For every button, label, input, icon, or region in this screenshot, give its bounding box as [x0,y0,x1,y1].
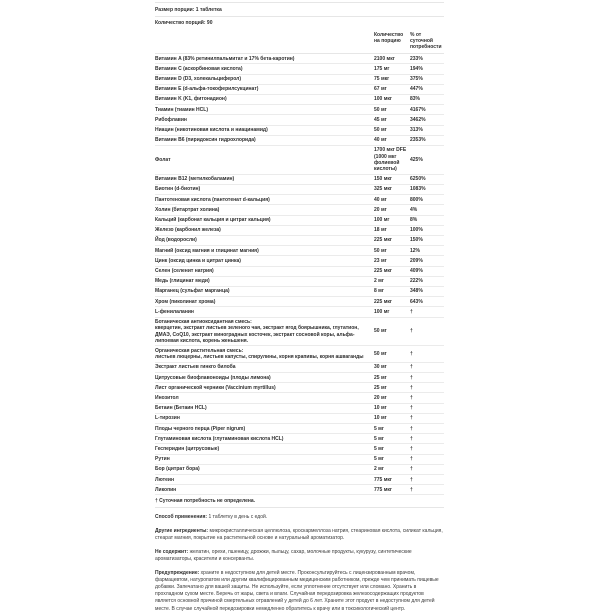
nutrient-dv: 83% [410,96,421,103]
nutrient-dv: † [410,328,413,335]
nutrient-amount: 2 мг [374,278,384,285]
nutrient-dv: 3462% [410,116,426,123]
nutrient-name: Витамин K (K1, фитонадион) [155,96,227,103]
nutrient-name: Лист органической черники (Vaccinium myrtillus) [155,384,276,391]
nutrient-amount: 20 мг [374,394,387,401]
table-row [155,226,444,236]
serving-size-label: Размер порции: 1 таблетка [155,2,444,17]
table-row [155,205,444,215]
nutrient-amount: 50 мг [374,328,387,335]
nutrient-amount: 45 мг [374,116,387,123]
table-row [155,307,444,317]
nutrient-amount: 100 мг [374,217,390,224]
nutrient-dv: 375% [410,76,423,83]
nutrient-amount: 225 мкг [374,268,393,275]
warning-label: Предупреждение: [155,569,200,576]
nutrient-name: Витамин B6 (пиридоксин гидрохлорида) [155,137,256,144]
table-row [155,95,444,105]
nutrient-name: Йод (водоросли) [155,237,197,244]
nutrient-dv: † [410,476,413,483]
table-row [155,146,444,175]
table-row [155,267,444,277]
nutrient-name: L-фенилаланин [155,308,194,315]
directions-text: 1 таблетку в день с едой. [208,514,268,521]
nutrient-name: Пантотеновая кислота (пантотенат d-кальция) [155,196,270,203]
table-row [155,64,444,74]
table-row [155,54,444,64]
nutrient-dv: † [410,405,413,412]
table-row [155,383,444,393]
table-row [155,475,444,485]
nutrient-amount: 75 мкг [374,76,390,83]
nutrient-amount: 50 мг [374,127,387,134]
table-row [155,318,444,347]
table-row [155,236,444,246]
nutrient-name: Витамин D (D3, холекальциферол) [155,76,242,83]
table-row [155,287,444,297]
nutrient-table [155,54,444,495]
nutrient-name: Марганец (сульфат марганца) [155,288,230,295]
nutrient-name: Кальций (карбонат кальция и цитрат кальция) [155,217,271,224]
nutrient-amount: 1700 мкг DFE (1000 мкг фолиевой кислоты) [374,147,407,173]
nutrient-name: Хром (пиколинат хрома) [155,298,216,305]
nutrient-name: Инозитол [155,394,179,401]
nutrient-amount: 20 мг [374,206,387,213]
warning-paragraph [155,570,444,613]
nutrient-name: Фолат [155,156,171,163]
nutrient-name: Витамин C (аскорбиновая кислота) [155,65,243,72]
other-ingredients-text: микрокристаллическая целлюлоза, кроскармеллоза натрия, стеариновая кислота, силикат кальция, стеарат магния, покрытие на растительной основе и натуральный ароматизатор. [155,527,443,542]
table-row [155,414,444,424]
nutrient-amount: 2 мг [374,466,384,473]
table-row [155,363,444,373]
nutrient-dv: 12% [410,247,421,254]
nutrient-dv: 447% [410,86,423,93]
nutrient-amount: 30 мг [374,364,387,371]
nutrient-name: Витамин A (83% ретинилпальмитат и 17% бета-каротин) [155,55,295,62]
nutrient-name: Селен (селенит натрия) [155,268,214,275]
nutrient-name: Рибофлавин [155,116,187,123]
nutrient-dv: † [410,364,413,371]
nutrient-dv: 643% [410,298,423,305]
table-row [155,404,444,414]
nutrient-amount: 100 мкг [374,96,393,103]
nutrient-name: Медь (глицинат меди) [155,278,210,285]
other-ingredients-label: Другие ингредиенты: [155,527,209,534]
nutrient-amount: 5 мг [374,435,384,442]
nutrient-name: Магний (оксид магния и глицинат магния) [155,247,259,254]
table-row [155,136,444,146]
nutrient-amount: 10 мг [374,405,387,412]
nutrient-dv: 4% [410,206,418,213]
nutrient-dv: 100% [410,227,423,234]
nutrient-dv: 6250% [410,176,426,183]
nutrient-name: L-тирозин [155,415,180,422]
nutrient-name: Гесперидин (цитрусовые) [155,445,220,452]
nutrient-name: Экстракт листьев гинкго билоба [155,364,236,371]
free-of-text: желатин, орехи, пшеницу, дрожжи, пыльцу, сахар, молочные продукты, кукурузу, синтетические ароматизаторы, красители и консерванты. [155,548,412,562]
nutrient-name: Органическая растительная смесь: листьев люцерны, листьев капусты, спирулины, корня крапивы, корня ашваганды [155,348,374,360]
table-header-row [155,29,444,54]
nutrient-amount: 40 мг [374,137,387,144]
table-row [155,485,444,495]
nutrient-dv: † [410,415,413,422]
nutrient-dv: † [410,308,413,315]
table-row [155,115,444,125]
nutrient-amount: 25 мг [374,384,387,391]
nutrient-dv: 800% [410,196,423,203]
nutrient-amount: 50 мг [374,247,387,254]
nutrient-dv: 222% [410,278,423,285]
nutrient-dv: † [410,374,413,381]
nutrient-dv: † [410,351,413,357]
nutrient-dv: 409% [410,268,423,275]
nutrient-description: кверцетин, экстракт листьев зеленого чая, экстракт ягод боярышника, глутатион, ДМАЭ, CoQ10, экстракт виноградных косточек, экстракт сосновой коры, альфа-липоевая кислота, корень женьшеня. [155,325,359,344]
nutrient-amount: 225 мкг [374,237,393,244]
nutrient-amount: 2100 мкг [374,55,395,62]
directions-label: Способ применения: [155,514,208,521]
nutrient-amount: 775 мкг [374,486,393,493]
table-row [155,465,444,475]
table-row [155,216,444,226]
nutrient-amount: 100 мг [374,308,390,315]
nutrient-amount: 775 мкг [374,476,393,483]
nutrient-dv: 313% [410,127,423,134]
free-of-paragraph [155,549,444,563]
nutrient-name: Цинк (оксид цинка и цитрат цинка) [155,257,241,264]
nutrient-dv: † [410,394,413,401]
nutrient-amount: 10 мг [374,415,387,422]
table-row [155,175,444,185]
nutrient-dv: 348% [410,288,423,295]
table-row [155,434,444,444]
nutrient-name: Тиамин (тиамин HCL) [155,106,208,113]
nutrient-dv: 1083% [410,186,426,193]
nutrient-dv: † [410,435,413,442]
nutrient-dv: 150% [410,237,423,244]
nutrient-dv: † [410,445,413,452]
nutrient-name: Биотин (d-биотин) [155,186,201,193]
table-row [155,444,444,454]
nutrient-dv: 209% [410,257,423,264]
nutrient-amount: 325 мкг [374,186,393,193]
nutrient-dv: 233% [410,55,423,62]
nutrient-dv: † [410,456,413,463]
nutrient-name: Витамин B12 (метилкобаламин) [155,176,235,183]
nutrient-name: Ниацин (никотиновая кислота и ниацинамид) [155,127,268,134]
nutrient-dv: 194% [410,65,423,72]
nutrient-amount: 150 мкг [374,176,393,183]
nutrient-amount: 5 мг [374,445,384,452]
nutrient-name: Лютеин [155,476,174,483]
nutrient-amount: 225 мкг [374,298,393,305]
dv-footnote: † Суточная потребность не определена. [155,495,444,507]
nutrient-dv: † [410,384,413,391]
nutrient-dv: 4167% [410,106,426,113]
table-row [155,256,444,266]
table-row [155,185,444,195]
nutrient-dv: 425% [410,156,423,163]
nutrient-name: Холин (битартрат холина) [155,206,220,213]
nutrient-amount: 67 мг [374,86,387,93]
table-row [155,105,444,115]
table-row [155,373,444,383]
table-row [155,277,444,287]
supplement-facts-panel [155,2,444,613]
nutrient-amount: 8 мг [374,288,384,295]
nutrient-name: Глутаминовая кислота (глутаминовая кислота HCL) [155,435,284,442]
nutrient-amount: 175 мг [374,65,390,72]
servings-count-label: Количество порций: 90 [155,20,213,26]
nutrient-dv: † [410,425,413,432]
nutrient-amount: 50 мг [374,351,387,357]
column-header-dv: % от суточной потребности [410,32,442,51]
column-header-amount: Количество на порцию [374,32,404,45]
table-row [155,126,444,136]
free-of-label: Не содержит: [155,548,189,555]
nutrient-name: Витамин E (d-альфа-токоферилсукцинат) [155,86,259,93]
nutrient-amount: 25 мг [374,374,387,381]
nutrient-amount: 18 мг [374,227,387,234]
table-row [155,75,444,85]
table-row [155,246,444,256]
nutrient-amount: 23 мг [374,257,387,264]
nutrient-name: Ликопин [155,486,177,493]
nutrient-name: Плоды черного перца (Piper nigrum) [155,425,246,432]
other-ingredients-paragraph [155,528,444,542]
nutrient-name: Бетаин (Бетаин HCL) [155,405,207,412]
table-row [155,195,444,205]
nutrient-amount: 5 мг [374,425,384,432]
table-row [155,393,444,403]
nutrient-name: Цитрусовые биофлавоноиды (плоды лимона) [155,374,271,381]
nutrient-description: листьев люцерны, листьев капусты, спирулины, корня крапивы, корня ашваганды [155,354,364,361]
table-row [155,85,444,95]
table-row [155,455,444,465]
nutrient-dv: † [410,466,413,473]
table-row [155,424,444,434]
nutrient-dv: 8% [410,217,418,224]
nutrient-name: Ботаническая антиоксидантная смесь: кверцетин, экстракт листьев зеленого чая, экстракт ягод боярышника, глутатион, ДМАЭ, CoQ10, экстракт виноградных косточек, экстракт сосновой коры, альфа-липоевая кислота, корень женьшеня. [155,319,374,344]
nutrient-amount: 5 мг [374,456,384,463]
nutrient-dv: † [410,486,413,493]
nutrient-dv: 2353% [410,137,426,144]
nutrient-amount: 50 мг [374,106,387,113]
nutrient-name: Рутин [155,456,170,463]
nutrient-name: Железо (карбонил железа) [155,227,221,234]
nutrient-amount: 40 мг [374,196,387,203]
table-row [155,297,444,307]
directions-paragraph [155,514,444,521]
warning-text: храните в недоступном для детей месте. Проконсультируйтесь с лицензированным врачом, фармацевтом, натуропатом или другим квалифицированным медицинским работником, прежде чем принимать пищевые добавки. Запечатано для вашей защиты. Не используйте, если уплотнение отсутствует или сломано. Хранить в прохладном сухом месте. Беречь от жары, света и влаги. Случайная передозировка железосодержащих продуктов является основной причиной смертельных отравлений у детей до 6 лет. Храните этот продукт в недоступном для детей месте. В случае случайной передозировки немедленно обратитесь к врачу или в токсикологический центр. [155,569,439,612]
table-row [155,346,444,362]
nutrient-name: Бор (цитрат бора) [155,466,200,473]
